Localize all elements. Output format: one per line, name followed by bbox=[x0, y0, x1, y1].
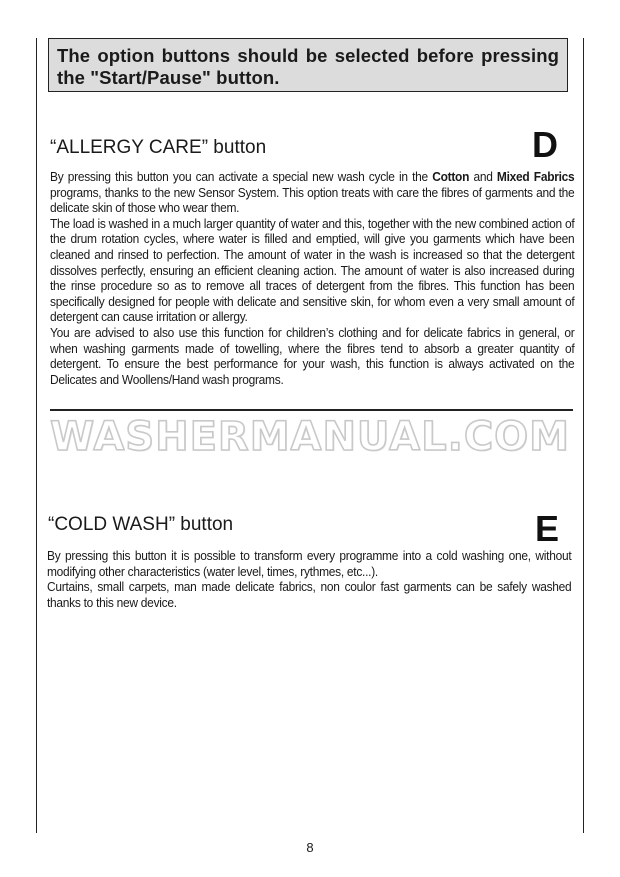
section-allergy-care bbox=[50, 124, 575, 403]
paragraph: You are advised to also use this function for children’s clothing and for delicate fabrics in general, or when washing garments made of towelling, where the fibres tend to absorb a greater quantity of detergent. To ensure the best performance for your wash, this function is always activated on the Delicates and Woollens/Hand wash programs. bbox=[50, 324, 575, 387]
notice-box bbox=[48, 38, 568, 92]
bold-program-cotton: Cotton bbox=[432, 169, 470, 184]
text-run: and bbox=[469, 169, 497, 184]
section-divider bbox=[50, 409, 573, 411]
paragraph: The load is washed in a much larger quantity of water and this, together with the new combined action of the drum rotation cycles, where water is filled and emptied, will give you garments which have been cleaned and rinsed to perfection. The amount of water in the wash is increased so that the detergent dissolves perfectly, ensuring an efficient cleaning action. The amount of water is also increased during the rinse procedure so as to remove all traces of detergent from the fibres. This function has been specifically designed for people with delicate and sensitive skin, for whom even a very small amount of detergent can cause irritation or allergy. bbox=[50, 215, 575, 325]
paragraph bbox=[50, 169, 574, 216]
section-letter-d: D bbox=[532, 124, 558, 165]
watermark-text: WASHERMANUAL.COM bbox=[50, 414, 570, 460]
page-number: 8 bbox=[306, 840, 314, 855]
paragraph: Curtains, small carpets, man made delicate fabrics, non coulor fast garments can be safely washed thanks to this new device. bbox=[47, 579, 572, 610]
section-letter-e: E bbox=[535, 508, 560, 549]
paragraph: By pressing this button it is possible to transform every programme into a cold washing one, without modifying other characteristics (water level, times, rythmes, etc...). bbox=[47, 548, 572, 579]
section-title-cold-wash: “COLD WASH” button bbox=[48, 514, 234, 535]
text-run: By pressing this button you can activate a special new wash cycle in the bbox=[50, 169, 433, 184]
section-body-allergy-care bbox=[50, 169, 574, 387]
notice-text: The option buttons should be selected before pressing the "Start/Pause" button. bbox=[57, 45, 559, 88]
section-body-cold-wash bbox=[47, 548, 571, 610]
bold-program-mixed-fabrics: Mixed Fabrics bbox=[496, 169, 575, 184]
section-title-allergy-care: “ALLERGY CARE” button bbox=[50, 137, 267, 158]
text-run: programs, thanks to the new Sensor System. This option treats with care the fibres of garments and the delicate skin of those who wear them. bbox=[50, 184, 575, 216]
section-cold-wash bbox=[47, 508, 575, 620]
